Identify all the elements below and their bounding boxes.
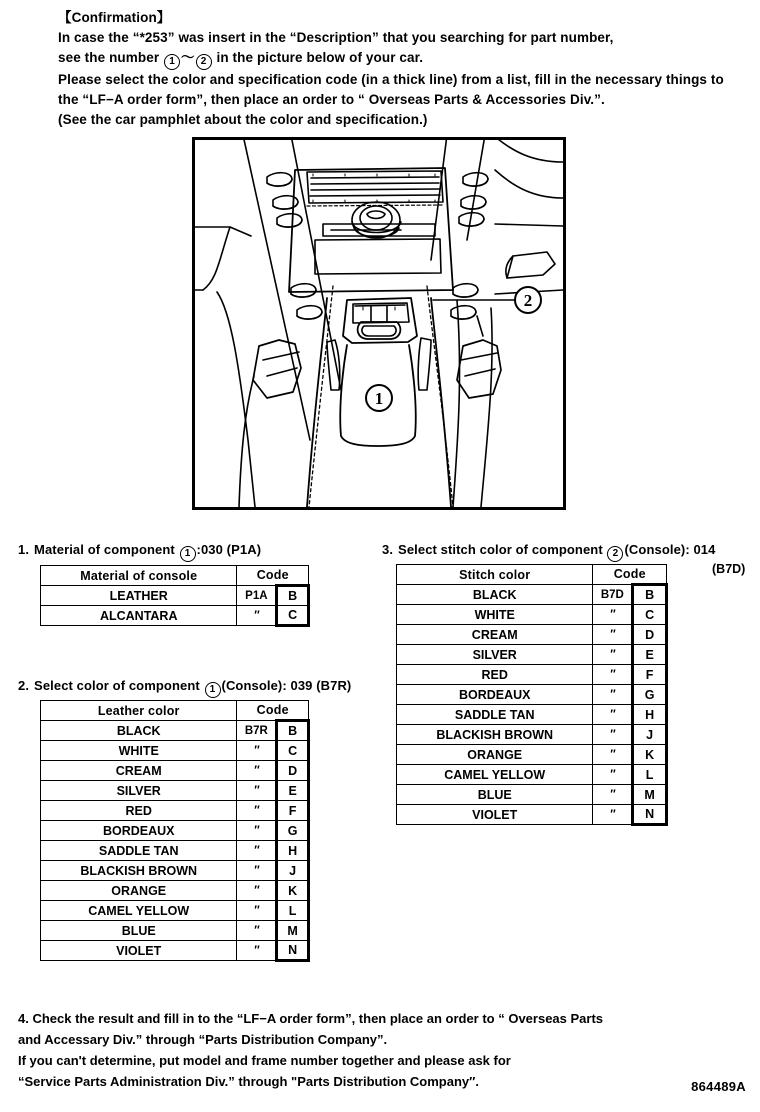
table-1-col-name: Material of console — [41, 566, 237, 586]
table-3-r6-letter[interactable]: H — [633, 705, 667, 725]
table-3-r8-name: ORANGE — [397, 745, 593, 765]
table-2-r0-code: B7R — [237, 721, 277, 741]
intro-line-2 — [58, 48, 748, 70]
table-2-r9-code: ″ — [237, 901, 277, 921]
table-2-r5-letter[interactable]: G — [277, 821, 309, 841]
table-2-r1-letter[interactable]: C — [277, 741, 309, 761]
table-row[interactable] — [397, 585, 667, 605]
table-2-r8-letter[interactable]: K — [277, 881, 309, 901]
callout-2-icon: 2 — [607, 546, 623, 562]
table-row[interactable] — [397, 625, 667, 645]
table-2-r11-name: VIOLET — [41, 941, 237, 961]
section-3-heading-pre: Select stitch color of component — [398, 542, 607, 557]
table-row[interactable] — [397, 705, 667, 725]
section-2-number: 2. — [18, 678, 30, 693]
table-1-r0-letter[interactable]: B — [277, 586, 309, 606]
table-3-r2-code: ″ — [593, 625, 633, 645]
table-2-r5-code: ″ — [237, 821, 277, 841]
table-row[interactable] — [41, 901, 309, 921]
table-2-r11-letter[interactable]: N — [277, 941, 309, 961]
table-2-r1-name: WHITE — [41, 741, 237, 761]
table-row[interactable] — [397, 725, 667, 745]
table-2-r7-code: ″ — [237, 861, 277, 881]
intro-line-2-post: in the picture below of your car. — [212, 50, 424, 65]
table-2-r8-code: ″ — [237, 881, 277, 901]
table-3-r4-code: ″ — [593, 665, 633, 685]
table-2-r9-letter[interactable]: L — [277, 901, 309, 921]
intro-line-4: the “LF−A order form”, then place an order to “ Overseas Parts & Accessories Div.”. — [58, 92, 605, 107]
table-3-body — [397, 585, 667, 825]
table-2-header-row — [41, 701, 309, 721]
table-row[interactable] — [41, 861, 309, 881]
table-2-r0-letter[interactable]: B — [277, 721, 309, 741]
table-3-r5-code: ″ — [593, 685, 633, 705]
table-row[interactable] — [41, 761, 309, 781]
table-3-r7-name: BLACKISH BROWN — [397, 725, 593, 745]
callout-1-inline-icon: 1 — [164, 54, 180, 70]
intro-line-1: In case the “*253” was insert in the “Description” that you searching for part number, — [58, 30, 614, 45]
table-1-r1-code: ″ — [237, 606, 277, 626]
section-3-number: 3. — [382, 542, 394, 557]
intro-line-5: (See the car pamphlet about the color and specification.) — [58, 112, 428, 127]
table-row[interactable] — [397, 665, 667, 685]
intro-line-3: Please select the color and specification code (in a thick line) from a list, fill in the necessary things to — [58, 72, 724, 87]
table-row[interactable] — [41, 941, 309, 961]
table-row[interactable] — [397, 685, 667, 705]
table-3-r10-letter[interactable]: M — [633, 785, 667, 805]
table-3-r6-code: ″ — [593, 705, 633, 725]
console-illustration — [192, 137, 566, 510]
table-2-col-code: Code — [237, 701, 309, 721]
section-1-number: 1. — [18, 542, 30, 557]
table-1-header-row — [41, 566, 309, 586]
table-2-body — [41, 721, 309, 961]
table-row[interactable] — [41, 606, 309, 626]
table-2-r6-letter[interactable]: H — [277, 841, 309, 861]
table-3-r4-letter[interactable]: F — [633, 665, 667, 685]
table-2-r7-letter[interactable]: J — [277, 861, 309, 881]
table-1-r0-name: LEATHER — [41, 586, 237, 606]
table-3-r9-name: CAMEL YELLOW — [397, 765, 593, 785]
table-3-r0-code: B7D — [593, 585, 633, 605]
table-2-r3-code: ″ — [237, 781, 277, 801]
table-3-r1-name: WHITE — [397, 605, 593, 625]
footer-block — [18, 1008, 718, 1092]
table-3-r2-name: CREAM — [397, 625, 593, 645]
table-3-r5-name: BORDEAUX — [397, 685, 593, 705]
table-2-r1-code: ″ — [237, 741, 277, 761]
table-3-r0-letter[interactable]: B — [633, 585, 667, 605]
table-3-r8-letter[interactable]: K — [633, 745, 667, 765]
table-row[interactable] — [41, 741, 309, 761]
console-drawing — [195, 140, 563, 507]
table-row[interactable] — [41, 881, 309, 901]
table-2-col-name: Leather color — [41, 701, 237, 721]
table-row[interactable] — [397, 805, 667, 825]
table-2-r2-code: ″ — [237, 761, 277, 781]
figure-callout-1-label: 1 — [374, 389, 384, 408]
table-2-r11-code: ″ — [237, 941, 277, 961]
table-2-r8-name: ORANGE — [41, 881, 237, 901]
table-3-r3-code: ″ — [593, 645, 633, 665]
section-3-sub-code: (B7D) — [712, 562, 746, 576]
table-row[interactable] — [397, 765, 667, 785]
footer-line-3: If you can't determine, put model and frame number together and please ask for — [18, 1053, 511, 1068]
footer-line-4: “Service Parts Administration Div.” through "Parts Distribution Company″. — [18, 1074, 479, 1089]
table-2-r10-letter[interactable]: M — [277, 921, 309, 941]
table-row[interactable] — [41, 841, 309, 861]
table-2-r4-name: RED — [41, 801, 237, 821]
table-1-r1-name: ALCANTARA — [41, 606, 237, 626]
table-3-r10-code: ″ — [593, 785, 633, 805]
table-3-r8-code: ″ — [593, 745, 633, 765]
table-3-r7-letter[interactable]: J — [633, 725, 667, 745]
figure-callout-2-label: 2 — [523, 291, 533, 310]
table-3-r4-name: RED — [397, 665, 593, 685]
table-2-r4-code: ″ — [237, 801, 277, 821]
table-2-r0-name: BLACK — [41, 721, 237, 741]
section-2-heading-pre: Select color of component — [34, 678, 204, 693]
table-row[interactable] — [397, 605, 667, 625]
table-2-r3-letter[interactable]: E — [277, 781, 309, 801]
table-2-r2-name: CREAM — [41, 761, 237, 781]
table-2-r10-name: BLUE — [41, 921, 237, 941]
callout-1-icon-s2: 1 — [205, 682, 221, 698]
table-2-r6-name: SADDLE TAN — [41, 841, 237, 861]
section-1-heading-pre: Material of component — [34, 542, 179, 557]
table-2-r3-name: SILVER — [41, 781, 237, 801]
table-3-r3-letter[interactable]: E — [633, 645, 667, 665]
section-3-heading — [382, 542, 715, 562]
table-1-r0-code: P1A — [237, 586, 277, 606]
section-2-heading-post: (Console): 039 (B7R) — [221, 678, 352, 693]
table-3-r9-code: ″ — [593, 765, 633, 785]
table-3-r11-code: ″ — [593, 805, 633, 825]
section-2-heading — [18, 678, 351, 698]
table-2-r10-code: ″ — [237, 921, 277, 941]
intro-block — [58, 8, 748, 130]
table-3-r1-letter[interactable]: C — [633, 605, 667, 625]
callout-1-icon: 1 — [180, 546, 196, 562]
table-3-header-row — [397, 565, 667, 585]
intro-title: 【Confirmation】 — [58, 10, 171, 25]
stitch-color-table — [396, 564, 668, 826]
section-3-heading-post: (Console): 014 — [624, 542, 716, 557]
section-1-heading — [18, 542, 261, 562]
intro-line-2-pre: see the number — [58, 50, 164, 65]
table-3-r6-name: SADDLE TAN — [397, 705, 593, 725]
material-of-console-table — [40, 565, 310, 627]
table-3-r1-code: ″ — [593, 605, 633, 625]
document-id: 864489A — [691, 1079, 746, 1094]
footer-line-1: 4. Check the result and fill in to the “LF−A order form”, then place an order to “ Overseas Parts — [18, 1011, 604, 1026]
table-3-r10-name: BLUE — [397, 785, 593, 805]
table-2-r4-letter[interactable]: F — [277, 801, 309, 821]
footer-line-2: and Accessary Div.” through “Parts Distribution Company”. — [18, 1032, 388, 1047]
table-2-r6-code: ″ — [237, 841, 277, 861]
table-row[interactable] — [397, 645, 667, 665]
table-row[interactable] — [41, 801, 309, 821]
table-row[interactable] — [41, 586, 309, 606]
table-row[interactable] — [397, 745, 667, 765]
section-1-heading-post: :030 (P1A) — [196, 542, 262, 557]
callout-2-inline-icon: 2 — [196, 54, 212, 70]
table-1-r1-letter[interactable]: C — [277, 606, 309, 626]
table-3-r9-letter[interactable]: L — [633, 765, 667, 785]
table-1-col-code: Code — [237, 566, 309, 586]
table-3-r5-letter[interactable]: G — [633, 685, 667, 705]
table-3-r11-letter[interactable]: N — [633, 805, 667, 825]
table-3-col-name: Stitch color — [397, 565, 593, 585]
table-2-r7-name: BLACKISH BROWN — [41, 861, 237, 881]
leather-color-table — [40, 700, 310, 962]
table-3-col-code: Code — [593, 565, 667, 585]
table-2-r9-name: CAMEL YELLOW — [41, 901, 237, 921]
table-2-r2-letter[interactable]: D — [277, 761, 309, 781]
table-3-r11-name: VIOLET — [397, 805, 593, 825]
table-row[interactable] — [41, 921, 309, 941]
table-row[interactable] — [41, 781, 309, 801]
intro-line-2-mid: ～ — [181, 50, 195, 65]
table-2-r5-name: BORDEAUX — [41, 821, 237, 841]
table-row[interactable] — [397, 785, 667, 805]
table-3-r0-name: BLACK — [397, 585, 593, 605]
table-row[interactable] — [41, 721, 309, 741]
table-3-r7-code: ″ — [593, 725, 633, 745]
table-3-r3-name: SILVER — [397, 645, 593, 665]
table-row[interactable] — [41, 821, 309, 841]
table-3-r2-letter[interactable]: D — [633, 625, 667, 645]
